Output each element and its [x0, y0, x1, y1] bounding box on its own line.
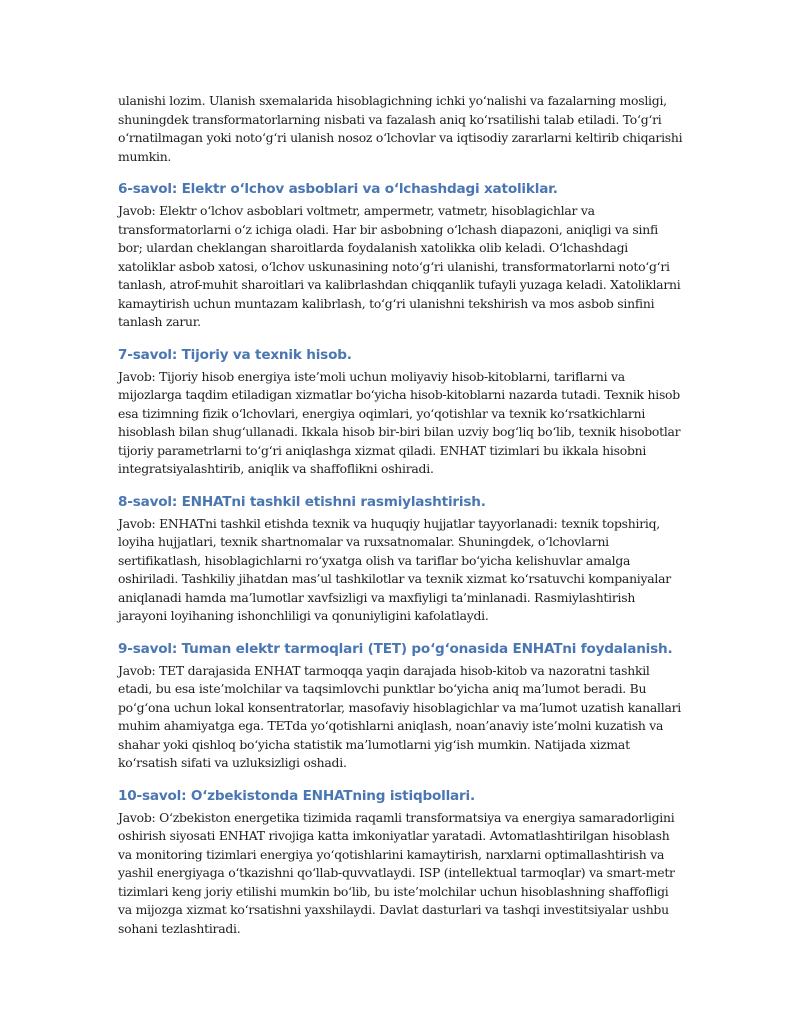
section-heading: 6-savol: Elektr o‘lchov asboblari va o‘lchashdagi xatoliklar.	[118, 181, 558, 197]
section-body: Javob: Elektr o‘lchov asboblari voltmetr, ampermetr, vatmetr, hisoblagichlar va transformatorlarni o‘z ichiga oladi. Har bir asbobning o‘lchash diapazoni, aniqligi va sinfi bor; ulardan cheklangan sharoitlarda foydalanish xatolikka olib keladi. O‘lchashdagi xatoliklar asbob xatosi, o‘lchov uskunasining noto‘g‘ri ulanishi, transformatorlarni noto‘g‘ri tanlash, atrof-muhit sharoitlari va kalibrlashdan chiqqanlik tufayli yuzaga keladi. Xatoliklarni kamaytirish uchun muntazam kalibrlash, to‘g‘ri ulanishni tekshirish va mos asbob sinfini tanlash zarur.	[118, 203, 681, 329]
section-heading: 8-savol: ENHATni tashkil etishni rasmiylashtirish.	[118, 493, 486, 510]
section-heading: 10-savol: O‘zbekistonda ENHATning istiqbollari.	[118, 787, 475, 804]
section-body: Javob: ENHATni tashkil etishda texnik va huquqiy hujjatlar tayyorlanadi: texnik topshiriq, loyiha hujjatlari, texnik shartnomalar va ruxsatnomalar. Shuningdek, o‘lchovlarni sertifikatlash, hisoblagichlarni ro‘yxatga olish va tariflar bo‘yicha kelishuvlar amalga oshiriladi. Tashkiliy jihatdan mas’ul tashkilotlar va texnik xizmat ko‘rsatuvchi kompaniyalar aniqlanadi hamda ma’lumotlar xavfsizligi va maxfiyligi ta’minlanadi. Rasmiylashtirish jarayoni loyihaning ishonchliligi va qonuniyligini kafolatlaydi.	[118, 515, 671, 623]
intro-paragraph: ulanishi lozim. Ulanish sxemalarida hisoblagichning ichki yo‘nalishi va fazalarning mosligi, shuningdek transformatorlarning nisbati va fazalash aniq ko‘rsatilishi talab etiladi. To‘g‘ri o‘rnatilmagan yoki noto‘g‘ri ulanish nosoz o‘lchovlar va iqtisodiy zararlarni keltirib chiqarishi mumkin.	[118, 93, 683, 164]
section-body: Javob: TET darajasida ENHAT tarmoqqa yaqin darajada hisob-kitob va nazoratni tashkil etadi, bu esa iste’molchilar va taqsimlovchi punktlar bo‘yicha aniq ma’lumot beradi. Bu po‘g‘ona uchun lokal konsentratorlar, masofaviy hisoblagichlar va ma’lumot uzatish kanallari muhim ahamiyatga ega. TETda yo‘qotishlarni aniqlash, noan’anaviy iste’molni kuzatish va shahar yoki qishloq bo‘yicha statistik ma’lumotlarni yig‘ish mumkin. Natijada xizmat ko‘rsatish sifati va uzluksizligi oshadi.	[118, 662, 681, 770]
section-question-6	[118, 180, 684, 332]
section-question-8	[118, 493, 684, 626]
section-question-10	[118, 787, 684, 939]
section-question-9	[118, 640, 684, 773]
section-heading: 7-savol: Tijoriy va texnik hisob.	[118, 346, 352, 363]
section-body: Javob: O‘zbekiston energetika tizimida raqamli transformatsiya va energiya samaradorligini oshirish siyosati ENHAT rivojiga katta imkoniyatlar yaratadi. Avtomatlashtirilgan hisoblash va monitoring tizimlari energiya yo‘qotishlarini kamaytirish, narxlarni optimallashtirish va yashil energiyaga o‘tkazishni qo‘llab-quvvatlaydi. ISP (intellektual tarmoqlar) va smart-metr tizimlari keng joriy etilishi mumkin bo‘lib, bu iste’molchilar uchun hisoblashning shaffofligi va mijozga xizmat ko‘rsatishni yaxshilaydi. Davlat dasturlari va tashqi investitsiyalar ushbu sohani tezlashtiradi.	[118, 809, 675, 936]
section-question-7	[118, 346, 684, 479]
section-body: Javob: Tijoriy hisob energiya iste’moli uchun moliyaviy hisob-kitoblarni, tariflarni va mijozlarga taqdim etiladigan xizmatlar bo‘yicha hisob-kitoblarni nazarda tutadi. Texnik hisob esa tizimning fizik o‘lchovlari, energiya oqimlari, yo‘qotishlar va texnik ko‘rsatkichlarni hisoblash bilan shug‘ullanadi. Ikkala hisob bir-biri bilan uzviy bog‘liq bo‘lib, texnik hisobotlar tijoriy parametrlarni to‘g‘ri aniqlashga xizmat qiladi. ENHAT tizimlari bu ikkala hisobni integratsiyalashtirib, aniqlik va shaffoflikni oshiradi.	[118, 368, 681, 476]
section-heading: 9-savol: Tuman elektr tarmoqlari (TET) po‘g‘onasida ENHATni foydalanish.	[118, 640, 673, 657]
document-page	[118, 92, 684, 938]
